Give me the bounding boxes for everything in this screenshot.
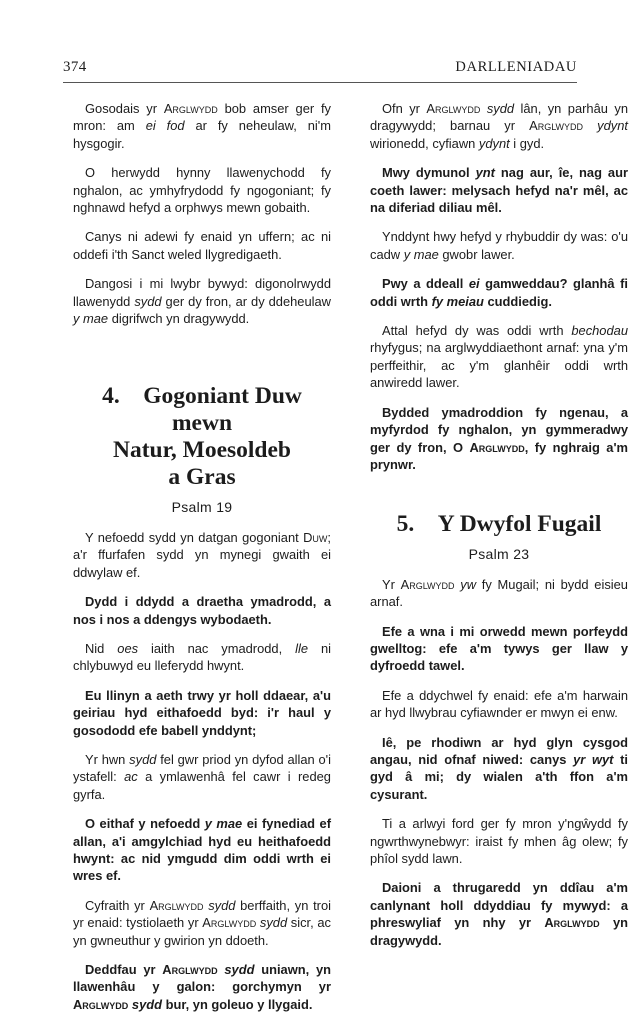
section-4-title (73, 383, 331, 491)
divine-name: Arglwydd (73, 996, 129, 1012)
verse: Eu llinyn a aeth trwy yr holl ddaear, a'u geiriau hyd eithafoedd byd: i'r haul y gosododd efe babell ynddynt; (73, 687, 331, 738)
verse: Nid oes iaith nac ymadrodd, lle ni chlybuwyd eu lleferydd hwynt. (73, 640, 331, 674)
verse: Ofn yr Arglwydd sydd lân, yn parhâu yn dragywydd; barnau yr Arglwydd ydynt wirionedd, cyfiawn ydynt i gyd. (370, 101, 628, 151)
right-column (370, 100, 628, 961)
italic-word: sydd (131, 996, 162, 1012)
verse: Mwy dymunol ynt nag aur, îe, nag aur coeth lawer: melysach hefyd na'r mêl, ac na diferiad diliau mêl. (370, 165, 628, 216)
verse: O eithaf y nefoedd y mae ei fynediad ef allan, a'i amgylchiad hyd eu heithafoedd hwynt: ac nid ymgudd dim oddi wrth ei wres ef. (73, 816, 331, 884)
italic-word: bechodau (571, 323, 628, 339)
section-5-title (370, 511, 628, 538)
divine-name: Arglwydd (400, 576, 455, 592)
verse: Deddfau yr Arglwydd sydd uniawn, yn llawenhâu y galon: gorchymyn yr Arglwydd sydd bur, yn goleuo y llygaid. (73, 962, 331, 1012)
verse: Ti a arlwyi ford ger fy mron y'ngŵydd fy ngwrthwynebwyr: iraist fy mhen âg olew; fy phîol sydd lawn. (370, 816, 628, 866)
verse: Efe a ddychwel fy enaid: efe a'm harwain ar hyd llwybrau cyfiawnder er mwyn ei enw. (370, 687, 628, 721)
verse: Efe a wna i mi orwedd mewn porfeydd gwelltog: efe a'm tywys ger llaw y dyfroedd tawel. (370, 623, 628, 674)
italic-word: ac (124, 769, 138, 785)
verse: Attal hefyd dy was oddi wrth bechodau rhyfygus; na arglwyddiaethont arnaf: yna y'm perffeithir, ac y'm glanhêir oddi wrth anwiredd lawer. (370, 323, 628, 391)
verse: O herwydd hynny llawenychodd fy nghalon, ac ymhyfrydodd fy ngogoniant; fy nghnawd hefyd a orphwys mewn gobaith. (73, 165, 331, 216)
intro-verses (73, 100, 331, 327)
section-5-psalm-ref: Psalm 23 (468, 546, 530, 563)
italic-word: yr wyt (573, 751, 614, 767)
verse: Ynddynt hwy hefyd y rhybuddir dy was: o'u cadw y mae gwobr lawer. (370, 229, 628, 262)
italic-word: sydd (224, 962, 255, 977)
section-4-heading (73, 383, 331, 516)
italic-word: ydynt (597, 118, 628, 134)
divine-name: Arglwydd (469, 439, 525, 455)
verse: Yr hwn sydd fel gwr priod yn dyfod allan o'i ystafell: ac a ymlawenhâ fel cawr i redeg gyrfa. (73, 751, 332, 802)
italic-word: y mae (73, 311, 109, 327)
italic-word: oes (117, 640, 139, 656)
italic-word: y mae (204, 816, 243, 832)
section-title-line: Natur, Moesoldeb (113, 437, 291, 464)
left-column (73, 100, 331, 1025)
divine-name: Arglwydd (163, 101, 218, 116)
verse: Dydd i ddydd a draetha ymadrodd, a nos i nos a ddengys wybodaeth. (73, 594, 331, 627)
section-title-line: Gogoniant Duw mewn (143, 383, 302, 437)
page-number: 374 (63, 59, 87, 75)
divine-name: Arglwydd (544, 915, 600, 931)
verse: Daioni a thrugaredd yn ddîau a'm canlynant holl ddyddiau fy mywyd: a phreswyliaf yn nhy yr Arglwydd yn dragywydd. (370, 880, 628, 948)
divine-name: Arglwydd (529, 118, 584, 134)
italic-word: y mae (403, 246, 439, 262)
divine-name: Arglwydd (426, 101, 481, 116)
section-5-heading (370, 511, 628, 563)
section-4-verses (73, 529, 331, 1013)
italic-word: fy meiau (431, 293, 484, 309)
italic-word: yw (460, 576, 477, 592)
verse: Yr Arglwydd yw fy Mugail; ni bydd eisieu arnaf. (370, 576, 628, 610)
header-divider (63, 82, 577, 83)
italic-word: sydd (486, 101, 515, 116)
verse: Iê, pe rhodiwn ar hyd glyn cysgod angau, nid ofnaf niwed: canys yr wyt ti gyd â mi; dy wialen a'th ffon a'm cysurant. (370, 734, 628, 802)
verse: Canys ni adewi fy enaid yn uffern; ac ni oddefi i'th Sanct weled llygredigaeth. (73, 229, 331, 262)
italic-word: lle (295, 640, 309, 656)
section-number: 5. (396, 511, 438, 538)
section-title-line: a Gras (168, 464, 236, 491)
italic-word: ei (468, 276, 480, 292)
continued-verses (370, 100, 628, 473)
section-5-verses (370, 576, 628, 949)
verse: Dangosi i mi lwybr bywyd: digonolrwydd llawenydd sydd ger dy fron, ar dy ddeheulaw y mae digrifwch yn dragywydd. (73, 276, 331, 327)
section-title-line: Y Dwyfol Fugail (437, 511, 602, 538)
italic-word: sydd (259, 915, 288, 931)
italic-word: sydd (134, 293, 162, 309)
section-4-psalm-ref: Psalm 19 (171, 499, 233, 516)
verse: Pwy a ddeall ei gamweddau? glanhâ fi oddi wrth fy meiau cuddiedig. (370, 276, 628, 309)
divine-name: Arglwydd (202, 915, 257, 931)
verse: Bydded ymadroddion fy ngenau, a myfyrdod fy nghalon, yn gymmeradwy ger dy fron, O Arglwydd, fy nghraig a'm prynwr. (370, 404, 628, 472)
divine-name: Duw (303, 529, 328, 545)
italic-word: ydynt (478, 135, 510, 151)
verse: Cyfraith yr Arglwydd sydd berffaith, yn troi yr enaid: tystiolaeth yr Arglwydd sydd sicr, ac yn gwneuthur y gwirion yn ddoeth. (73, 897, 331, 948)
section-number: 4. (102, 383, 144, 410)
italic-word: sydd (129, 751, 157, 767)
italic-word: ei fod (145, 118, 185, 134)
verse: Y nefoedd sydd yn datgan gogoniant Duw; a'r ffurfafen sydd yn mynegi gwaith ei ddwylaw ef. (73, 529, 331, 580)
italic-word: ynt (475, 165, 495, 181)
divine-name: Arglwydd (149, 897, 204, 913)
italic-word: sydd (208, 897, 236, 913)
running-head-title: DARLLENIADAU (455, 59, 577, 75)
verse: Gosodais yr Arglwydd bob amser ger fy mron: am ei fod ar fy neheulaw, ni'm hysgogir. (73, 101, 331, 151)
divine-name: Arglwydd (162, 962, 218, 977)
